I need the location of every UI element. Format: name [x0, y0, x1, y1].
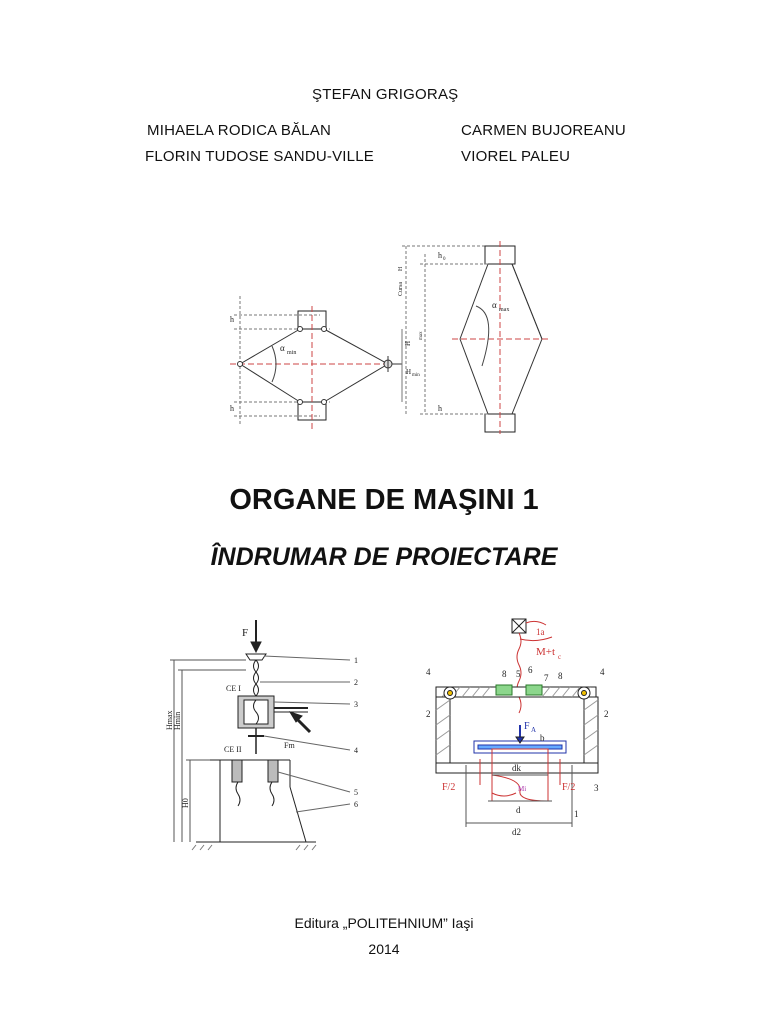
label-hmin: Hmin: [173, 711, 182, 730]
label-5: 5: [516, 669, 521, 679]
document-subtitle: ÎNDRUMAR DE PROIECTARE: [210, 543, 558, 571]
figure-top-jack-schematic: [220, 236, 560, 436]
label-4b: 4: [600, 667, 605, 677]
author-left-2: FLORIN TUDOSE SANDU-VILLE: [145, 148, 374, 165]
label-fa: F: [524, 721, 530, 732]
label-mtc-sub: c: [558, 653, 562, 661]
label-num-4: 4: [354, 746, 358, 755]
label-alpha-max-sub: max: [499, 307, 510, 313]
label-num-3: 3: [354, 700, 358, 709]
label-mi: Mi: [518, 785, 527, 793]
label-h0: H0: [181, 798, 190, 808]
label-3: 3: [594, 783, 599, 793]
label-h-right-top: h: [438, 251, 442, 260]
document-title: ORGANE DE MAŞINI 1: [229, 484, 539, 516]
label-fa-sub: A: [531, 726, 537, 734]
label-ce-1: CE I: [226, 684, 241, 693]
label-d: d: [516, 805, 521, 815]
author-right-1: CARMEN BUJOREANU: [461, 122, 626, 139]
figure-right-assembly: [422, 615, 618, 845]
label-h-right-top-sub: 0: [443, 257, 446, 262]
publisher: Editura „POLITEHNIUM” Iaşi: [294, 915, 474, 931]
label-fm: Fm: [284, 741, 295, 750]
label-h-left-top: h: [230, 315, 234, 324]
label-hmax: Hmax: [165, 710, 174, 730]
label-h-right-bot: h: [438, 404, 442, 413]
label-4a: 4: [426, 667, 431, 677]
label-dk: dk: [512, 763, 521, 773]
label-1a: 1a: [536, 627, 545, 637]
label-f-half-right: F/2: [562, 782, 576, 793]
label-8a: 8: [502, 669, 507, 679]
label-h-left-bot: h: [230, 404, 234, 413]
label-cursa: Cursa: [398, 282, 404, 296]
label-alpha-min-sub: min: [287, 350, 297, 356]
label-ce-2: CE II: [224, 745, 242, 754]
label-num-2: 2: [354, 678, 358, 687]
label-alpha-min: α: [280, 343, 285, 353]
label-1: 1: [574, 809, 579, 819]
label-2a: 2: [426, 709, 431, 719]
label-cursa-h: H: [398, 266, 404, 271]
label-mtc: M+t: [536, 646, 556, 658]
figure-left-mechanism: [160, 612, 380, 872]
label-6: 6: [528, 665, 533, 675]
label-alpha-max: α: [492, 300, 497, 310]
year: 2014: [368, 941, 400, 957]
label-f-half-left: F/2: [442, 782, 456, 793]
label-d2: d2: [512, 827, 521, 837]
label-h-min: H: [406, 368, 412, 376]
author-left-1: MIHAELA RODICA BĂLAN: [147, 122, 332, 139]
label-force-F: F: [242, 627, 249, 639]
label-h-max-sub: max: [419, 331, 424, 340]
label-7: 7: [544, 673, 549, 683]
label-h-max: H: [404, 340, 412, 346]
author-lead: ŞTEFAN GRIGORAŞ: [312, 86, 459, 103]
label-2b: 2: [604, 709, 609, 719]
label-num-5: 5: [354, 788, 358, 797]
label-b: b: [540, 733, 545, 743]
label-num-6: 6: [354, 800, 358, 809]
label-8b: 8: [558, 671, 563, 681]
label-h-min-sub: min: [412, 373, 420, 378]
author-right-2: VIOREL PALEU: [461, 148, 571, 165]
label-num-1: 1: [354, 656, 358, 665]
